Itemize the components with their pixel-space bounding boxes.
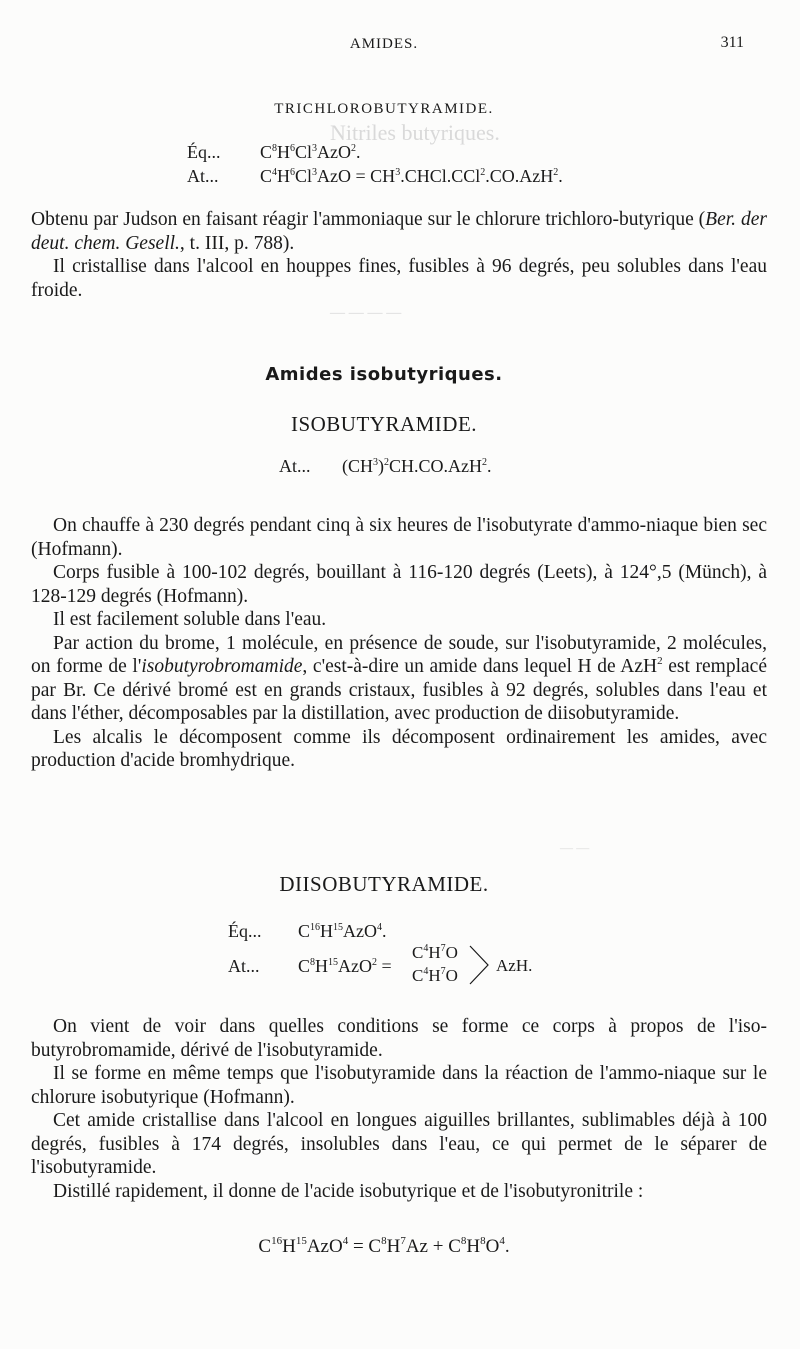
paragraph: Les alcalis le décomposent comme ils décomposent ordinairement les amides, avec production d'acide bromhydrique. [31, 726, 767, 771]
isobutyramide-text [31, 514, 767, 773]
paragraph: Il se forme en même temps que l'isobutyramide dans la réaction de l'ammo-niaque sur le chlorure isobutyrique (Hofmann). [31, 1063, 767, 1108]
diisobutyramide-eq-formula: $C^{16}H^{15}AzO^4$. [298, 921, 387, 941]
trichloro-eq-label: Éq... [187, 142, 221, 162]
show-through-text: — — [560, 840, 590, 855]
paragraph: Cet amide cristallise dans l'alcool en longues aiguilles brillantes, sublimables déjà à 100 degrés, fusibles à 174 degrés, insolubles dans l'eau, ce qui permet de le séparer de l'isobutyramide. [31, 1110, 767, 1178]
running-title: AMIDES. [349, 36, 419, 52]
trichloro-title: TRICHLOROBUTYRAMIDE. [274, 101, 494, 117]
diisobutyramide-title: DIISOBUTYRAMIDE. [279, 872, 489, 896]
paragraph: Obtenu par Judson en faisant réagir l'ammoniaque sur le chlorure trichloro-butyrique (Ber. der deut. chem. Gesell., t. III, p. 788). [31, 209, 767, 254]
paragraph: Corps fusible à 100-102 degrés, bouillant à 116-120 degrés (Leets), à 124°,5 (Münch), à 128-129 degrés (Hofmann). [31, 562, 767, 607]
paragraph: On chauffe à 230 degrés pendant cinq à six heures de l'isobutyrate d'ammo-niaque bien sec (Hofmann). [31, 515, 767, 560]
diisobutyramide-group-suffix: AzH. [496, 956, 533, 975]
group-heading: Amides isobutyriques. [265, 364, 503, 385]
bracket-icon [468, 944, 492, 986]
show-through-text: — — — — [330, 305, 402, 321]
decomposition-equation: $C^{16}H^{15}AzO^4 = C^8H^7Az + C^8H^8O^4$. [258, 1235, 510, 1257]
trichloro-text [31, 208, 767, 302]
paragraph: Il cristallise dans l'alcool en houppes fines, fusibles à 96 degrés, peu solubles dans l'eau froide. [31, 256, 767, 301]
isobutyramide-at-formula: $(CH^3)^2CH.CO.AzH^2$. [342, 456, 492, 476]
trichloro-eq-formula: $C^8H^6Cl^3AzO^2$. [260, 142, 361, 162]
diisobutyramide-group-top: $C^4H^7O$ [412, 943, 458, 962]
paragraph: Il est facilement soluble dans l'eau. [53, 609, 327, 630]
diisobutyramide-text [31, 1015, 767, 1203]
page-number: 311 [720, 34, 744, 51]
diisobutyramide-at-label: At... [228, 956, 260, 976]
diisobutyramide-eq-label: Éq... [228, 921, 262, 941]
diisobutyramide-group-bottom: $C^4H^7O$ [412, 966, 458, 985]
trichloro-at-formula: $C^4H^6Cl^3AzO$ = $CH^3.CHCl.CCl^2.CO.AzH^2$. [260, 166, 563, 186]
diisobutyramide-at-formula-left: $C^8H^{15}AzO^2$ = [298, 956, 392, 976]
paragraph: On vient de voir dans quelles conditions se forme ce corps à propos de l'iso-butyrobromamide, dérivé de l'isobutyramide. [31, 1016, 767, 1061]
isobutyramide-at-label: At... [279, 456, 311, 476]
isobutyramide-title: ISOBUTYRAMIDE. [290, 412, 478, 436]
trichloro-at-label: At... [187, 166, 219, 186]
show-through-text: Nitriles butyriques. [330, 120, 500, 145]
paragraph: Par action du brome, 1 molécule, en présence de soude, sur l'isobutyramide, 2 molécules, on forme de l'isobutyrobromamide, c'est-à-dire un amide dans lequel H de AzH$^2$ est remplacé par Br. Ce dérivé bromé est en grands cristaux, fusibles à 92 degrés, solubles dans l'eau et dans l'éther, décomposables par la distillation, avec production de diisobutyramide. [31, 632, 767, 724]
paragraph: Distillé rapidement, il donne de l'acide isobutyrique et de l'isobutyronitrile : [53, 1180, 644, 1202]
